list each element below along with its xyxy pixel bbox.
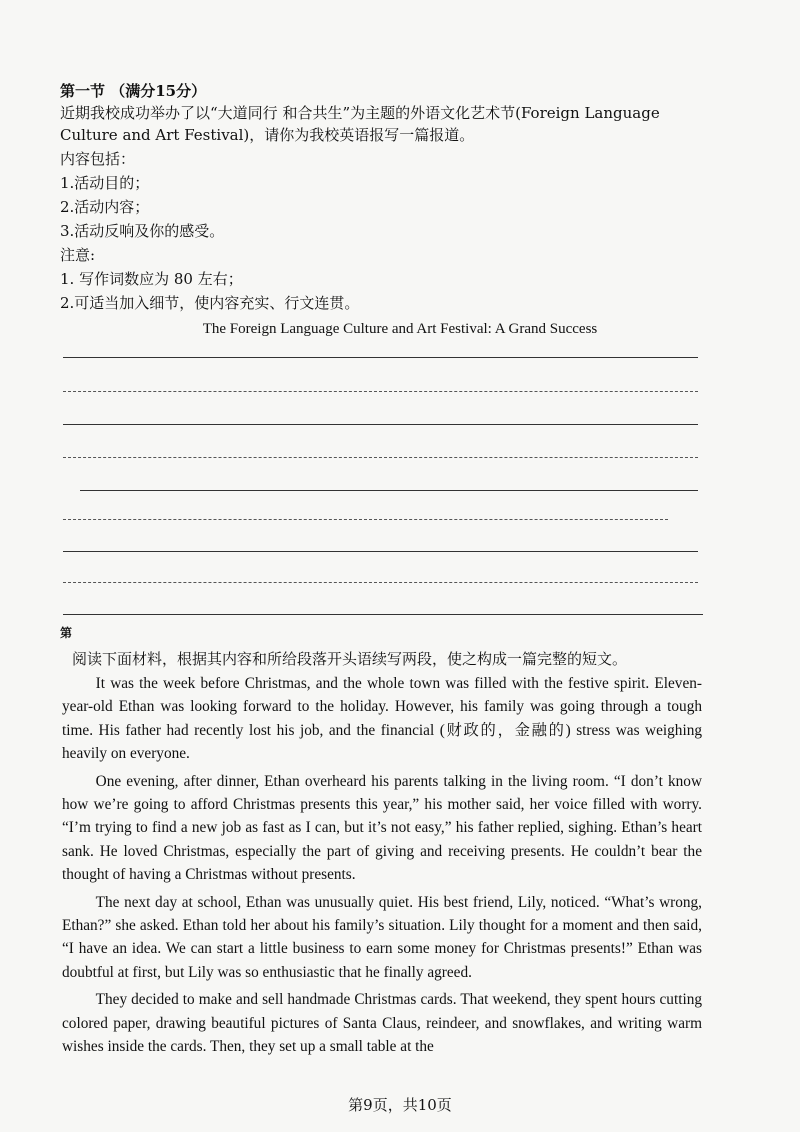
answer-line-1[interactable] [63, 357, 698, 358]
passage-paragraph-4: They decided to make and sell handmade Christmas cards. That weekend, they spent hours cutting colored paper, drawing beautiful pictures of Santa Claus, reindeer, and snowflakes, and writing warm wishes inside the cards. Then, they set up a small table at the [62, 991, 702, 1056]
content-item-1: 1.活动目的； [60, 174, 150, 192]
writing-task-intro: 近期我校成功举办了以“大道同行 和合共生”为主题的外语文化艺术节(Foreign Language Culture and Art Festival)，请你为我校英语报写一篇报道。 [60, 104, 660, 144]
answer-line-5[interactable] [80, 490, 698, 491]
notes-heading: 注意: [60, 246, 96, 264]
passage-paragraph-1: It was the week before Christmas, and the whole town was filled with the festive spirit. Eleven-year-old Ethan was looking forward to the holiday. However, his family was going through a tough time. His father had recently lost his job, and the financial (财政的，金融的) stress was weighing heavily on everyone. [62, 675, 702, 763]
reading-passage [62, 672, 702, 1063]
passage-paragraph-2: One evening, after dinner, Ethan overheard his parents talking in the living room. “I don’t know how we’re going to afford Christmas presents this year,” his mother said, her voice filled with worry. “I’m trying to find a new job as fast as I can, but it’s not easy,” his father replied, sighing. Ethan’s heart sank. He loved Christmas, especially the part of giving and receiving presents. He couldn’t bear the thought of having a Christmas without presents. [62, 772, 702, 884]
answer-line-2[interactable] [63, 391, 698, 392]
page-number: 第9页，共10页 [348, 1096, 452, 1114]
section-mark: 第 [60, 626, 73, 640]
section-title: 第一节 （满分15分） [60, 82, 207, 100]
answer-line-7[interactable] [63, 551, 698, 552]
essay-title: The Foreign Language Culture and Art Festival: A Grand Success [202, 321, 598, 337]
answer-line-4[interactable] [63, 457, 698, 458]
note-item-2: 2.可适当加入细节，使内容充实、行文连贯。 [60, 294, 360, 312]
content-heading: 内容包括： [60, 150, 136, 168]
answer-line-3[interactable] [63, 424, 698, 425]
answer-line-9[interactable] [63, 614, 703, 615]
answer-line-8[interactable] [63, 582, 698, 583]
continuation-instruction: 阅读下面材料，根据其内容和所给段落开头语续写两段，使之构成一篇完整的短文。 [72, 650, 628, 668]
content-item-2: 2.活动内容； [60, 198, 150, 216]
content-item-3: 3.活动反响及你的感受。 [60, 222, 225, 240]
answer-line-6[interactable] [63, 519, 668, 520]
note-item-1: 1. 写作词数应为 80 左右； [60, 270, 243, 288]
passage-paragraph-3: The next day at school, Ethan was unusually quiet. His best friend, Lily, noticed. “What’s wrong, Ethan?” she asked. Ethan told her about his family’s situation. Lily thought for a moment and then said, “I have an idea. We can start a little business to earn some money for Christmas presents!” Ethan was doubtful at first, but Lily was so enthusiastic that he finally agreed. [62, 893, 702, 981]
